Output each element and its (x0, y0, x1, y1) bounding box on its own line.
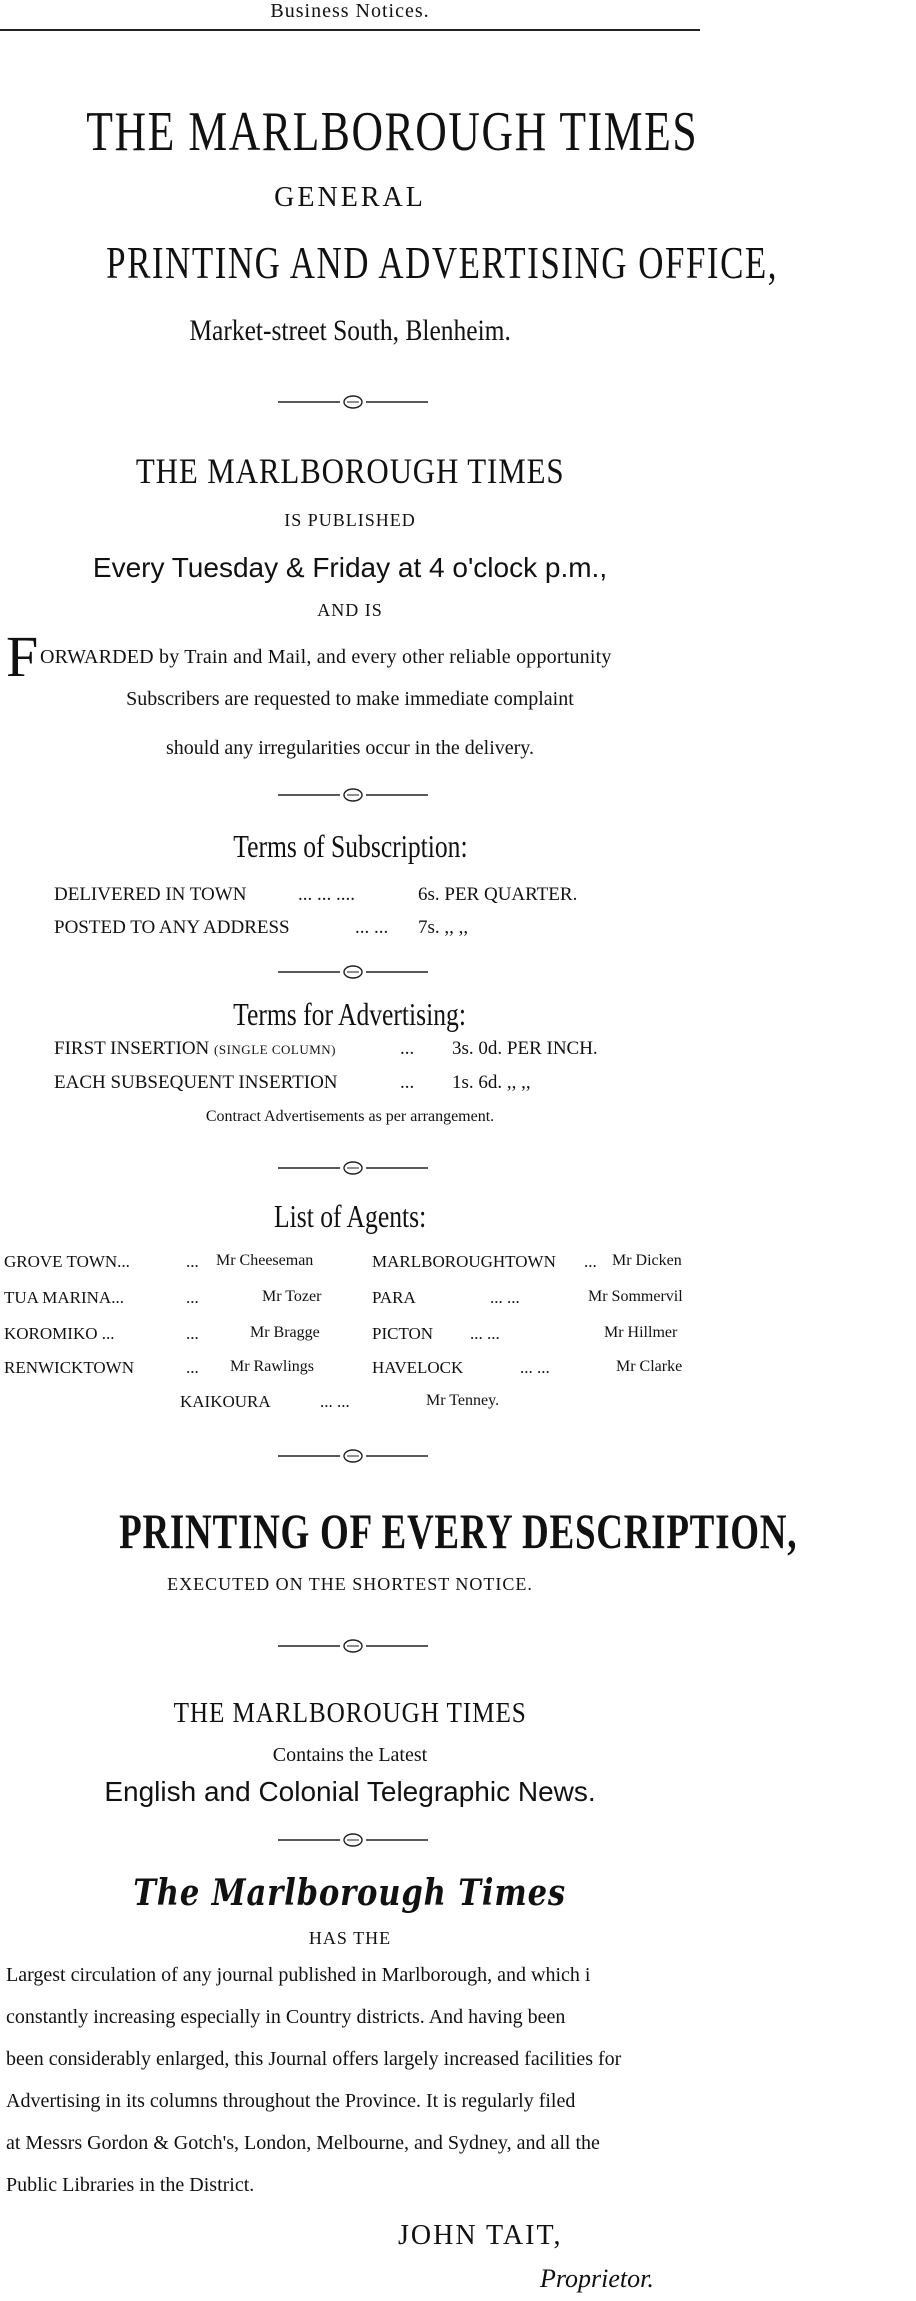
advertising-row (54, 1038, 336, 1060)
agent-name: Mr Tenney. (426, 1392, 500, 1409)
has-the: HAS THE (308, 1928, 392, 1948)
telegraphic-contains: Contains the Latest (272, 1744, 428, 1766)
subscription-price: 7s. ,, ,, (418, 917, 469, 938)
advertising-label: EACH SUBSEQUENT INSERTION (54, 1072, 338, 1093)
agent-name: Mr Clarke (616, 1358, 683, 1375)
ornament-divider-7 (278, 1830, 428, 1850)
subscription-heading: Terms of Subscription: (232, 828, 468, 864)
subscription-dots: ... ... (355, 917, 389, 938)
agent-place: RENWICKTOWN (4, 1358, 134, 1377)
agent-dots: ... (186, 1358, 199, 1377)
agent-dots: ... (584, 1252, 597, 1271)
advertising-dots: ... (400, 1038, 415, 1059)
circulation-line: Largest circulation of any journal published in Marlborough, and which i (6, 1964, 591, 1986)
section-header: Business Notices. (270, 0, 430, 22)
agent-dots: ... ... (520, 1358, 550, 1377)
subscribers-line: Subscribers are requested to make immediate complaint (126, 688, 574, 710)
circulation-line: at Messrs Gordon & Gotch's, London, Melbourne, and Sydney, and all the (6, 2132, 600, 2154)
printing-heading: PRINTING OF EVERY DESCRIPTION, (119, 1503, 798, 1559)
blackletter-title: The Marlborough Times (133, 1872, 567, 1914)
and-is: AND IS (317, 600, 383, 620)
advertising-row (54, 1072, 338, 1094)
proprietor-role: Proprietor. (540, 2264, 654, 2293)
agents-heading: List of Agents: (273, 1198, 427, 1234)
publication-schedule: Every Tuesday & Friday at 4 o'clock p.m., (92, 552, 608, 583)
telegraphic-title: THE MARLBOROUGH TIMES (173, 1698, 527, 1729)
printing-sub: EXECUTED ON THE SHORTEST NOTICE. (167, 1574, 533, 1594)
agent-place: GROVE TOWN... (4, 1252, 130, 1271)
circulation-line: Advertising in its columns throughout the Province. It is regularly filed (6, 2090, 576, 2112)
signature: JOHN TAIT, (398, 2220, 563, 2251)
agent-name: Mr Bragge (250, 1324, 320, 1341)
agent-dots: ... ... (490, 1288, 520, 1307)
agent-name: Mr Sommervil (588, 1288, 683, 1305)
agent-place: MARLBOROUGHTOWN (372, 1252, 556, 1271)
publication-title: THE MARLBOROUGH TIMES (135, 451, 565, 491)
subscription-row (54, 917, 290, 939)
drop-cap: F (6, 624, 39, 689)
masthead-address: Market-street South, Blenheim. (189, 314, 511, 347)
agent-name: Mr Cheeseman (216, 1252, 314, 1269)
advertising-price: 3s. 0d. PER INCH. (452, 1038, 598, 1059)
ornament-divider-5 (278, 1446, 428, 1466)
masthead-general: GENERAL (274, 182, 426, 213)
ornament-divider-2 (278, 785, 428, 805)
is-published: IS PUBLISHED (284, 510, 416, 530)
ornament-divider-3 (278, 962, 428, 982)
agent-name: Mr Tozer (262, 1288, 322, 1305)
circulation-line: Public Libraries in the District. (6, 2174, 255, 2196)
circulation-line: been considerably enlarged, this Journal offers largely increased facilities for (6, 2048, 622, 2070)
subscription-label: POSTED TO ANY ADDRESS (54, 917, 290, 938)
agent-place: TUA MARINA... (4, 1288, 124, 1307)
agent-place: PICTON (372, 1324, 434, 1343)
ornament-divider-6 (278, 1636, 428, 1656)
agent-place: HAVELOCK (372, 1358, 464, 1377)
agent-dots: ... ... (320, 1392, 350, 1411)
telegraphic-news: English and Colonial Telegraphic News. (104, 1776, 596, 1807)
subscription-label: DELIVERED IN TOWN (54, 884, 247, 905)
agent-name: Mr Hillmer (604, 1324, 678, 1341)
subscription-row (54, 884, 246, 906)
header-rule (0, 29, 700, 31)
advertising-label: FIRST INSERTION (54, 1038, 210, 1059)
agent-dots: ... (186, 1324, 199, 1343)
advertising-price: 1s. 6d. ,, ,, (452, 1072, 531, 1093)
agent-name: Mr Dicken (612, 1252, 682, 1269)
agent-dots: ... (186, 1252, 199, 1271)
contract-note: Contract Advertisements as per arrangement. (205, 1108, 495, 1125)
advertising-dots: ... (400, 1072, 415, 1093)
agent-dots: ... ... (470, 1324, 500, 1343)
agent-dots: ... (186, 1288, 199, 1307)
advertising-heading: Terms for Advertising: (233, 996, 467, 1032)
irregular-line: should any irregularities occur in the delivery. (165, 737, 535, 759)
forwarded-line: ORWARDED by Train and Mail, and every other reliable opportunity (40, 646, 612, 668)
agent-place: KAIKOURA (180, 1392, 271, 1411)
masthead-office: PRINTING AND ADVERTISING OFFICE, (106, 237, 779, 288)
agent-place: PARA (372, 1288, 416, 1307)
advertising-note: (SINGLE COLUMN) (214, 1042, 336, 1057)
ornament-divider-1 (278, 392, 428, 412)
subscription-price: 6s. PER QUARTER. (418, 884, 578, 905)
subscription-dots: ... ... .... (298, 884, 355, 905)
agent-place: KOROMIKO ... (4, 1324, 115, 1343)
ornament-divider-4 (278, 1158, 428, 1178)
masthead-title: THE MARLBOROUGH TIMES (86, 101, 699, 163)
circulation-line: constantly increasing especially in Country districts. And having been (6, 2006, 566, 2028)
agent-name: Mr Rawlings (230, 1358, 314, 1375)
